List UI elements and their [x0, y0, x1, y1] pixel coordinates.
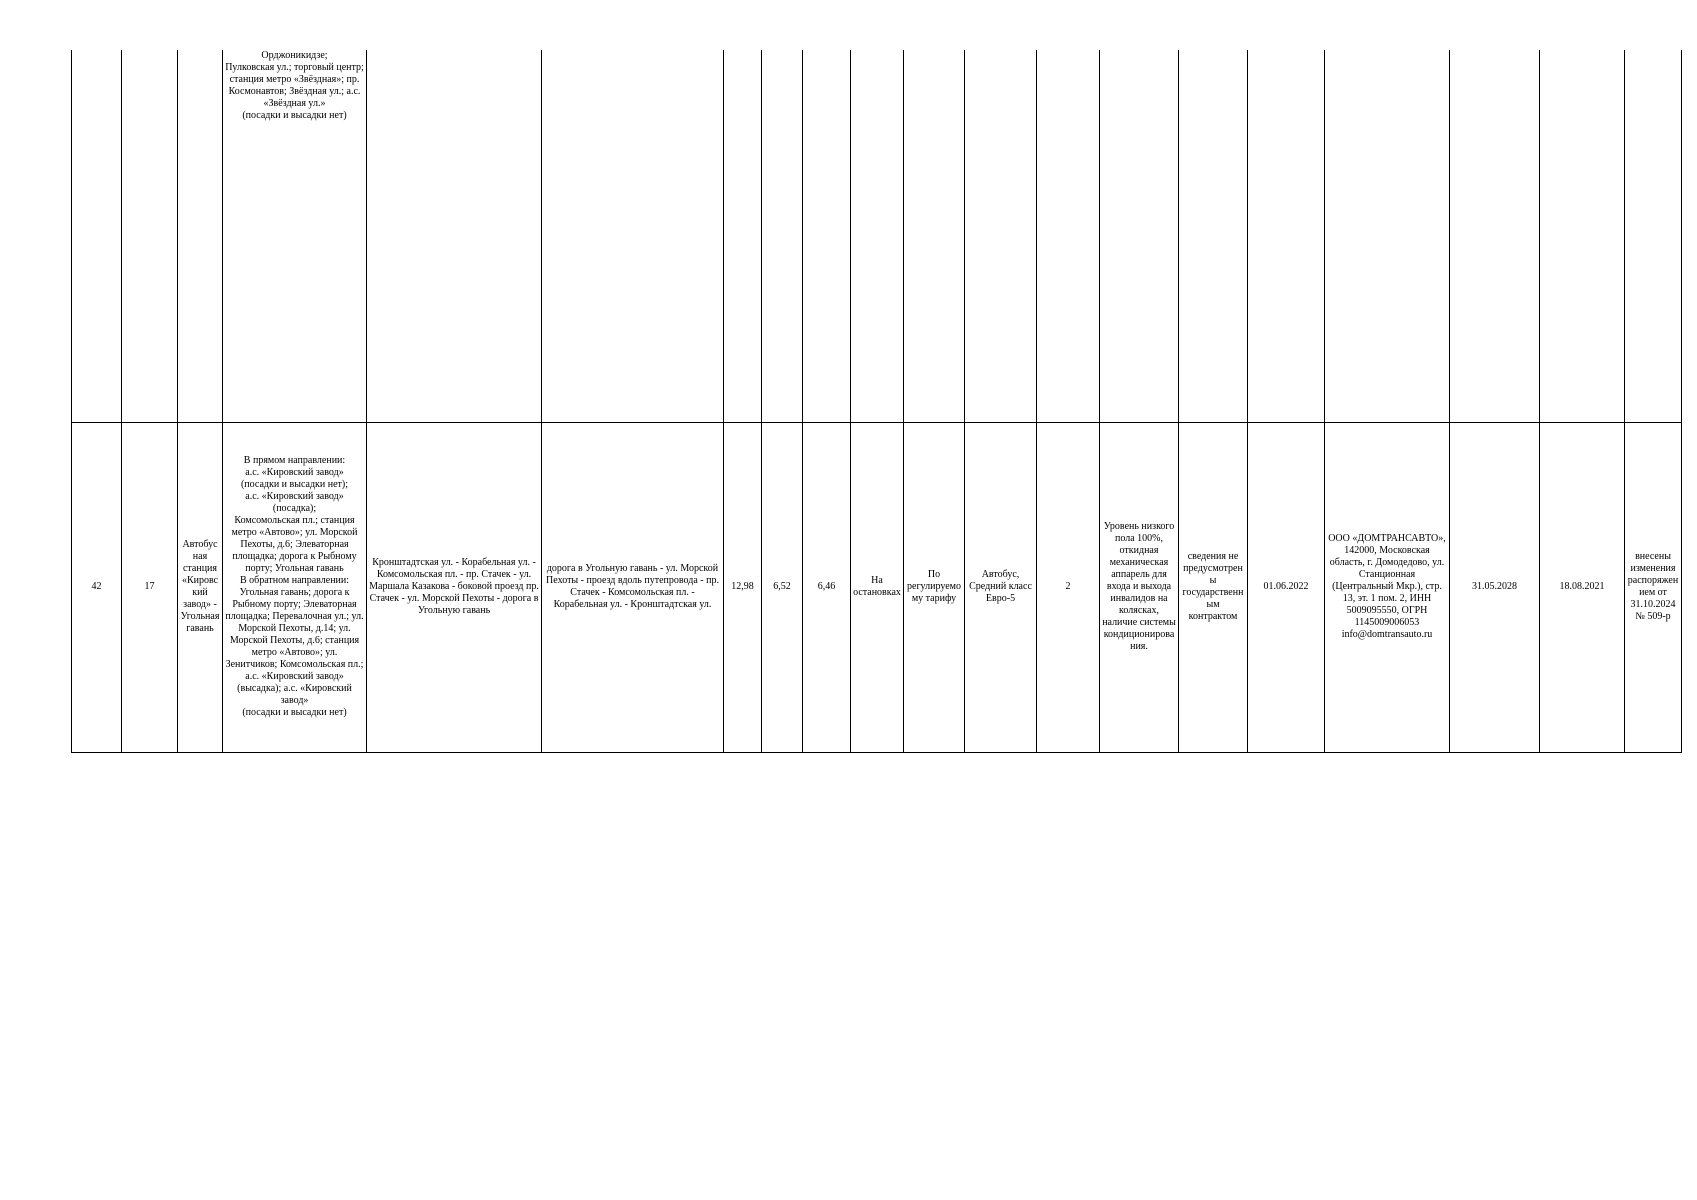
cell-registry-date: 18.08.2021: [1540, 422, 1625, 752]
cell-carrier: ООО «ДОМТРАНСАВТО», 142000, Московская область, г. Домодедово, ул. Станционная (Центральный Мкр.), стр. 13, эт. 1 пом. 2, ИНН 5009095550, ОГРН 1145009006053 info@domtransauto.ru: [1325, 422, 1450, 752]
cell-route-name: Автобусная станция «Кировский завод» - Угольная гавань: [178, 422, 223, 752]
continuation-row: [72, 50, 1682, 422]
cell-start-date: 01.06.2022: [1248, 422, 1325, 752]
cell-vehicle-count: 2: [1037, 422, 1100, 752]
cell-changes: внесены изменения распоряжением от 31.10.2024 № 509-р: [1625, 422, 1682, 752]
cell-end-date: 31.05.2028: [1450, 422, 1540, 752]
cell-route-number: 17: [122, 422, 178, 752]
cell-index: 42: [72, 422, 122, 752]
cell-length-total: 12,98: [724, 422, 762, 752]
cell-length-forward: 6,52: [762, 422, 803, 752]
cell-contract: сведения не предусмотрены государственным контрактом: [1179, 422, 1248, 752]
cell-streets-forward: Кронштадтская ул. - Корабельная ул. - Комсомольская пл. - пр. Стачек - ул. Маршала Казакова - боковой проезд пр. Стачек - ул. Морской Пехоты - дорога в Угольную гавань: [367, 422, 542, 752]
cell-stops: В прямом направлении: а.с. «Кировский завод» (посадки и высадки нет); а.с. «Кировский завод» (посадка); Комсомольская пл.; станция метро «Автово»; ул. Морской Пехоты, д.6; Элеваторная площадка; дорога к Рыбному порту; Угольная гавань В обратном направлении: Угольная гавань; дорога к Рыбному порту; Элеваторная площадка; Перевалочная ул.; ул. Морской Пехоты, д.14; ул. Морской Пехоты, д.6; станция метро «Автово»; ул. Зенитчиков; Комсомольская пл.; а.с. «Кировский завод» (высадка); а.с. «Кировский завод» (посадки и высадки нет): [223, 422, 367, 752]
table-row: [72, 422, 1682, 752]
route-registry-table: [71, 50, 1682, 753]
cell-streets-backward: дорога в Угольную гавань - ул. Морской Пехоты - проезд вдоль путепровода - пр. Стачек - Комсомольская пл. - Корабельная ул. - Кронштадтская ул.: [542, 422, 724, 752]
cell-boarding-order: На остановках: [851, 422, 904, 752]
cell-stops-continued: Орджоникидзе; Пулковская ул.; торговый центр; станция метро «Звёздная»; пр. Космонавтов; Звёздная ул.; а.с. «Звёздная ул.» (посадки и высадки нет): [223, 50, 367, 422]
cell-characteristics: Уровень низкого пола 100%, откидная механическая аппарель для входа и выхода инвалидов на колясках, наличие системы кондиционирования.: [1100, 422, 1179, 752]
cell-tariff: По регулируемому тарифу: [904, 422, 965, 752]
cell-vehicle: Автобус, Средний класс Евро-5: [965, 422, 1037, 752]
cell-length-backward: 6,46: [803, 422, 851, 752]
